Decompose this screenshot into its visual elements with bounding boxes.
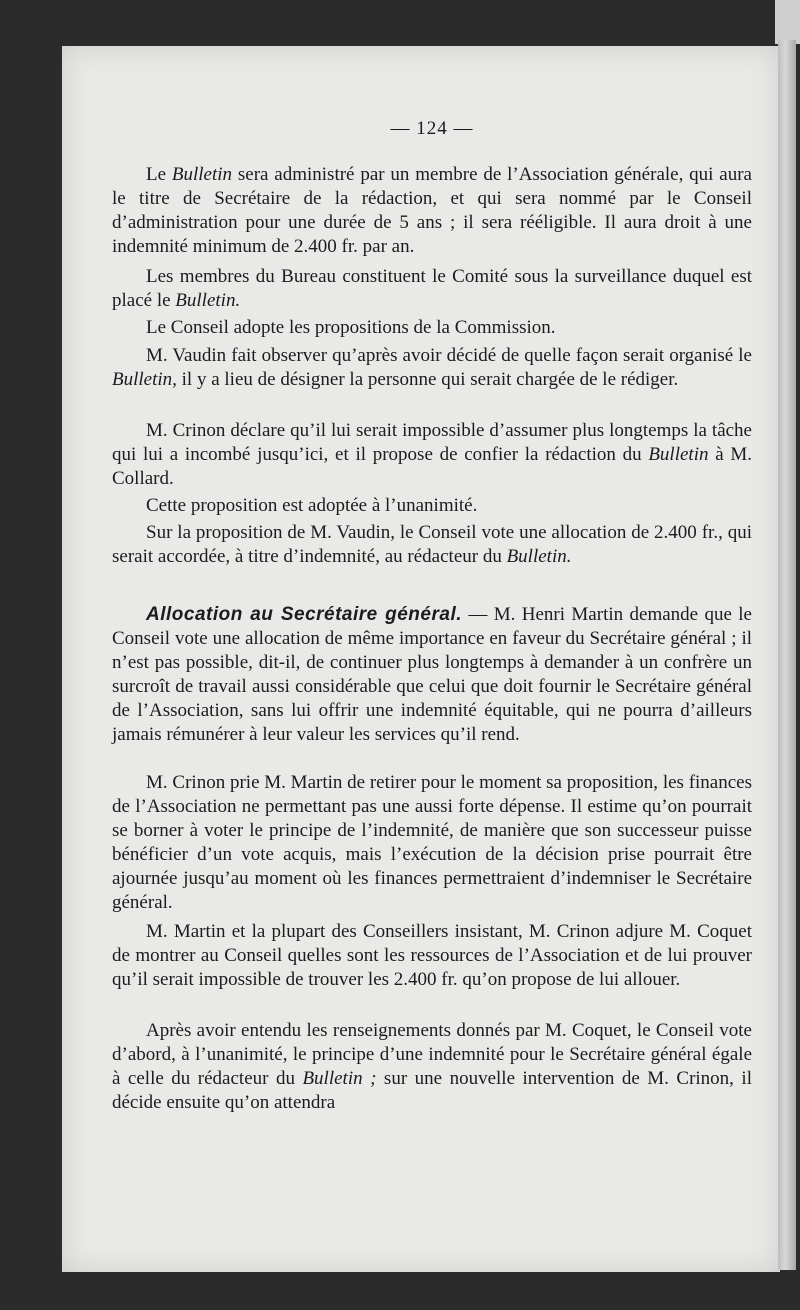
text-run: Le xyxy=(146,164,172,185)
paragraph xyxy=(112,920,752,992)
text-run: M. Vaudin fait observer qu’après avoir décidé de quelle façon serait organisé le xyxy=(146,345,752,366)
paragraph xyxy=(112,603,752,747)
paragraph xyxy=(112,771,752,915)
text-run: M. Martin et la plupart des Conseillers insistant, M. Crinon adjure M. Coquet de montrer au Conseil quelles sont les ressources de l’Association et de lui prouver qu’il serait impossible de trouver les 2.400 fr. qu’on propose de lui allouer. xyxy=(112,921,752,990)
italic-title: Bulletin xyxy=(171,164,233,185)
text-run: M. Crinon prie M. Martin de retirer pour le moment sa proposition, les finances de l’Association ne permettant pas une aussi forte dépense. Il estime qu’on pourrait se borner à voter le principe de l’indemnité, de manière que son successeur puisse bénéficier d’un vote acquis, mais l’exécution de la décision prise pourrait être ajournée jusqu’au moment où les finances permettraient d’indemniser le Secrétaire général. xyxy=(112,772,752,913)
italic-title: Bulletin xyxy=(648,444,709,465)
text-run: Les membres du Bureau constituent le Comité sous la surveillance duquel est placé le xyxy=(112,266,752,311)
paragraph xyxy=(112,419,752,491)
section-heading: Allocation au Secrétaire général. xyxy=(146,604,462,625)
text-run: Cette proposition est adoptée à l’unanimité. xyxy=(146,495,478,516)
text-run: sera administré par un membre de l’Association générale, qui aura le titre de Secrétaire de la rédaction, et qui sera nommé par le Conseil d’administration pour une durée de 5 ans ; il sera rééligible. Il aura droit à une indemnité minimum de 2.400 fr. par an. xyxy=(112,164,752,257)
text-run: Après avoir entendu les renseignements donnés par M. Coquet, le Conseil vote d’abord, à l’unanimité, le principe d’une indemnité pour le Secrétaire général égale à celle du rédacteur du xyxy=(112,1020,752,1089)
italic-title: Bulletin, xyxy=(112,369,177,390)
text-run: à M. Collard. xyxy=(112,444,752,489)
paragraph xyxy=(112,494,752,518)
text-run: Sur la proposition de M. Vaudin, le Conseil vote une allocation de 2.400 fr., qui serait accordée, à titre d’indemnité, au rédacteur du xyxy=(112,522,752,567)
italic-title: Bulletin ; xyxy=(302,1068,377,1089)
paragraph xyxy=(112,316,752,340)
text-run: — M. Henri Martin demande que le Conseil vote une allocation de même importance en faveur du Secrétaire général ; il n’est pas possible, dit-il, de continuer plus longtemps à demander à un confrère un surcroît de travail aussi considérable que celui que doit fournir le Secrétaire général de l’Association, sans lui offrir une indemnité équitable, qui ne pourra d’ailleurs jamais rémunérer à leur valeur les services qu’il rend. xyxy=(112,604,752,745)
paragraph xyxy=(112,521,752,569)
page-number: — 124 — xyxy=(390,118,474,139)
text-run: sur une nouvelle intervention de M. Crinon, il décide ensuite qu’on attendra xyxy=(112,1068,752,1113)
text-run: il y a lieu de désigner la personne qui serait chargée de le rédiger. xyxy=(176,369,679,390)
paragraph xyxy=(112,163,752,259)
italic-title: Bulletin. xyxy=(506,546,572,567)
paragraph xyxy=(112,265,752,313)
italic-title: Bulletin. xyxy=(175,290,241,311)
text-run: M. Crinon déclare qu’il lui serait impossible d’assumer plus longtemps la tâche qui lui a incombé jusqu’ici, et il propose de confier la rédaction du xyxy=(112,420,752,465)
paragraph xyxy=(112,1019,752,1115)
page-edge-top xyxy=(775,0,800,44)
text-run: Le Conseil adopte les propositions de la Commission. xyxy=(146,317,556,338)
paragraph xyxy=(112,344,752,392)
page-edge xyxy=(778,40,796,1270)
